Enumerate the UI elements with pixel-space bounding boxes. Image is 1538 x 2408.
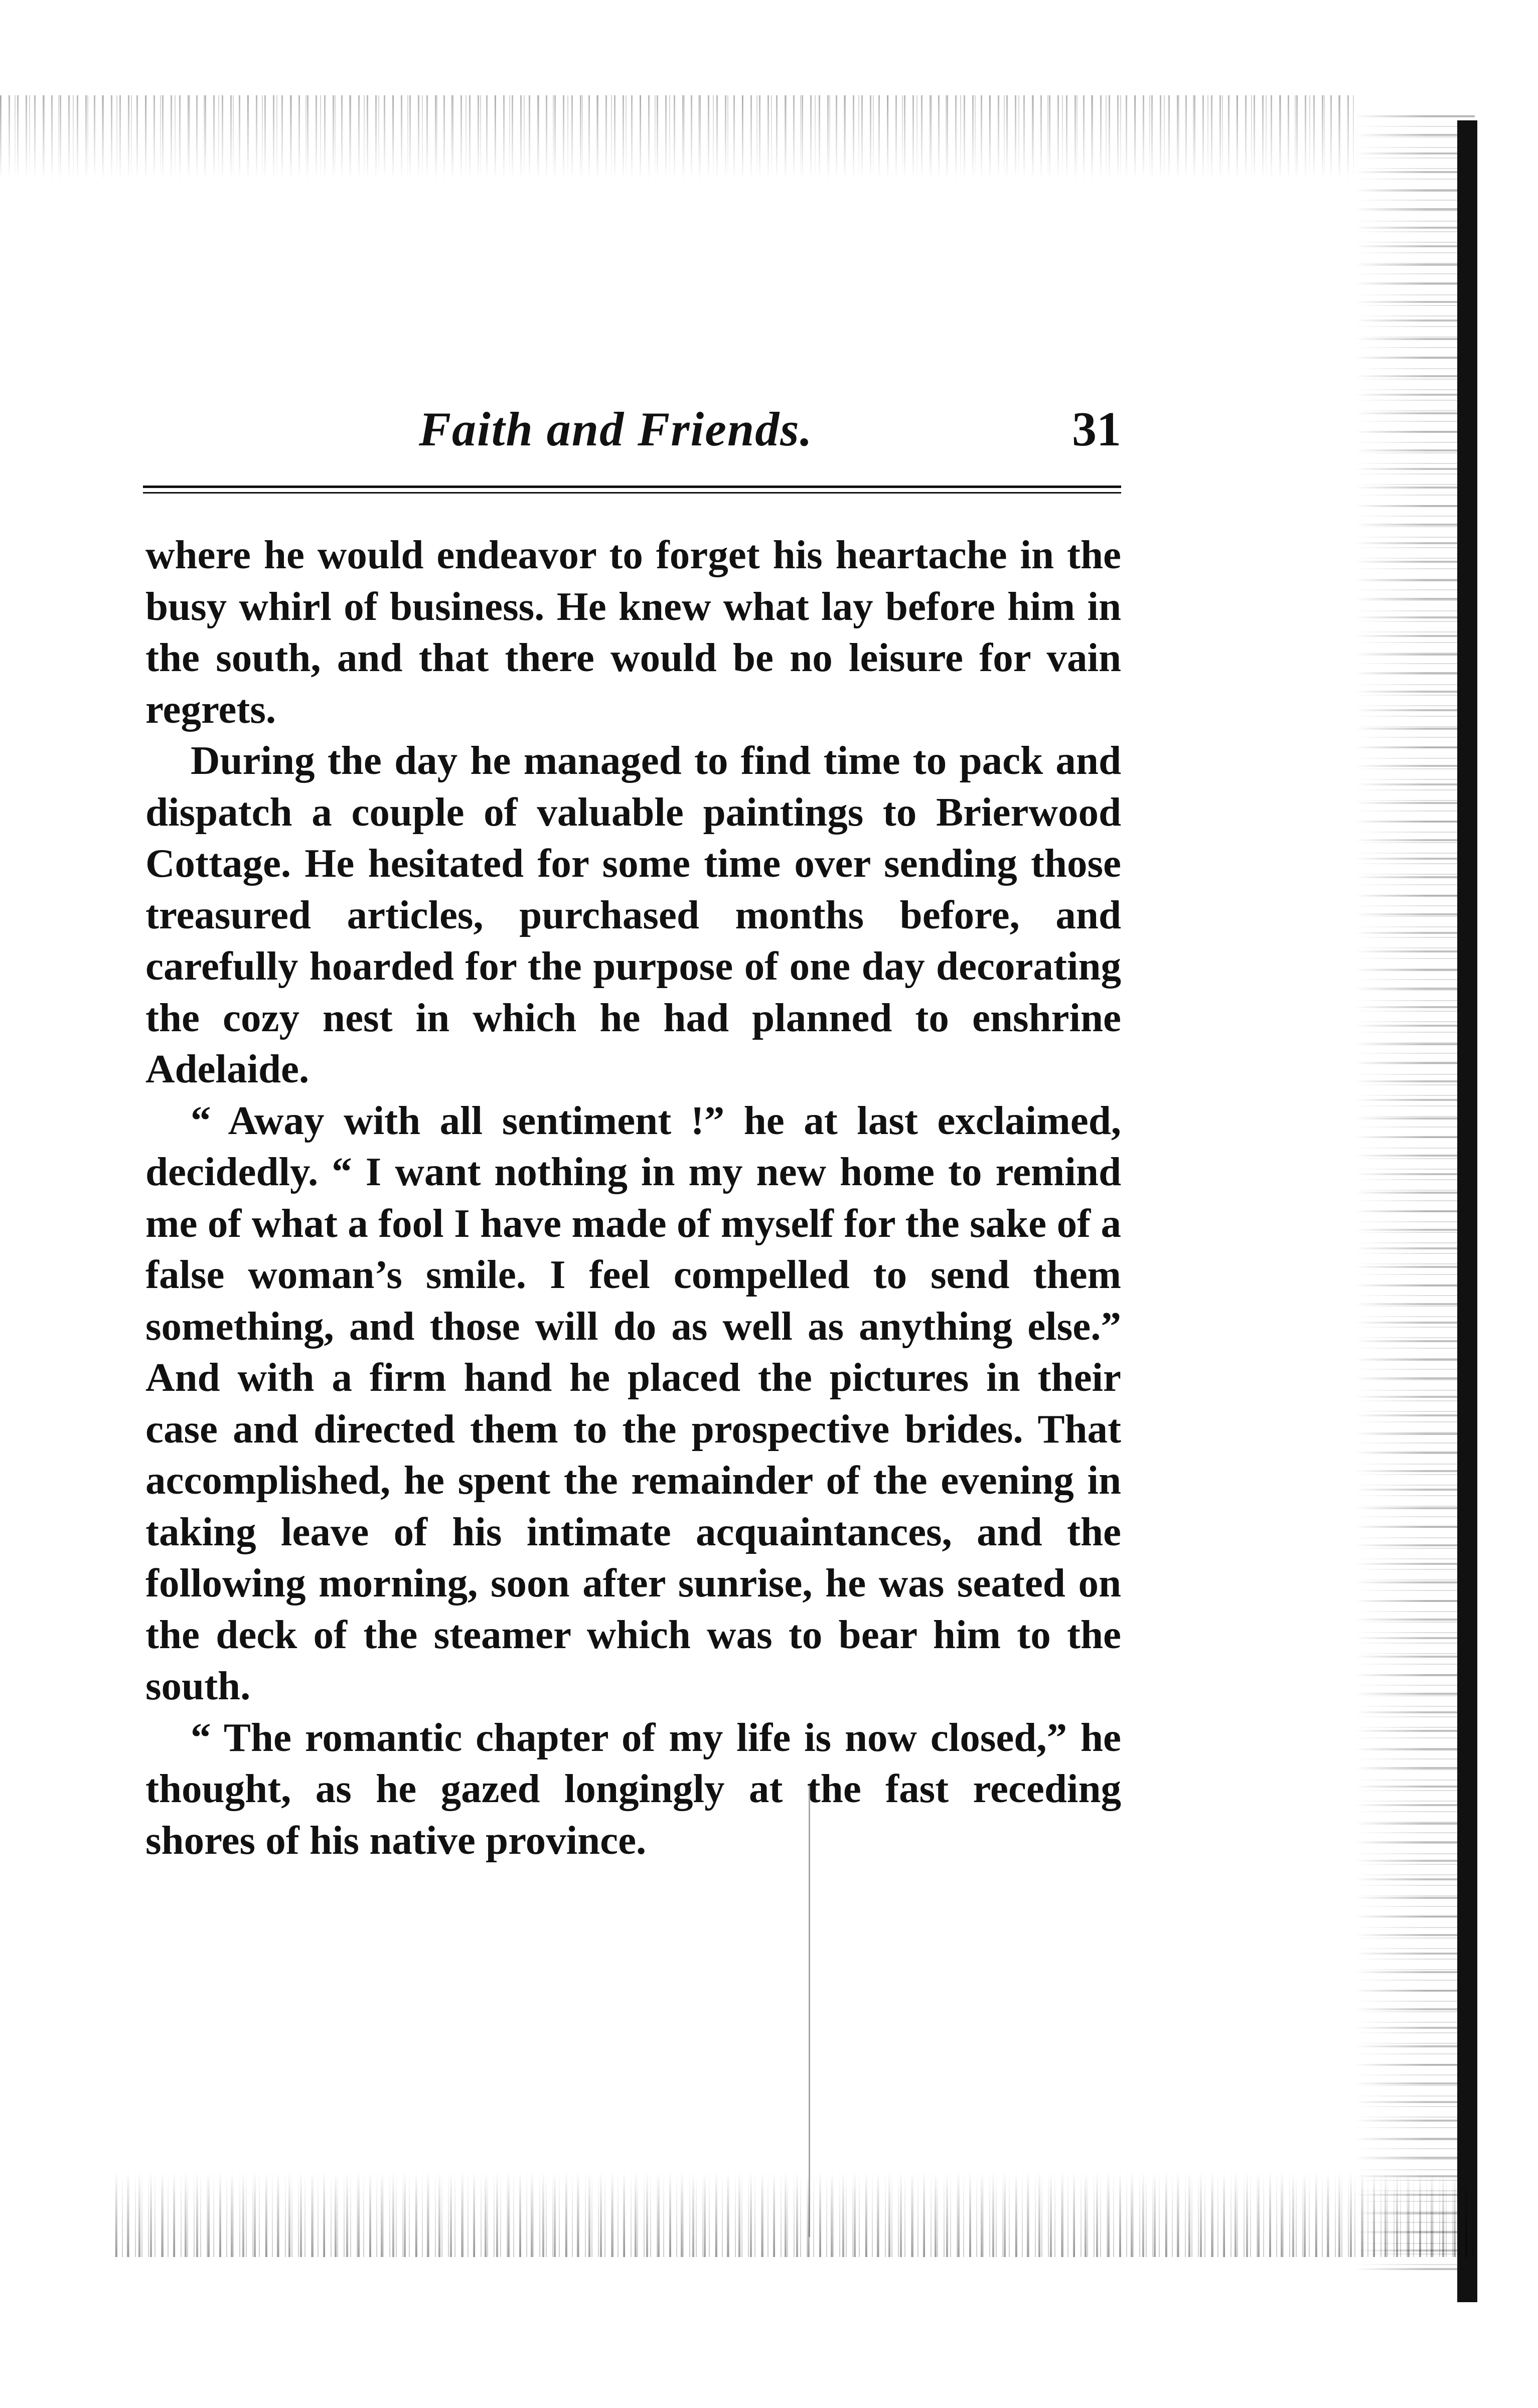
- running-header: [143, 401, 1121, 466]
- paragraph: “ Away with all sentiment !” he at last exclaimed, decidedly. “ I want nothing in my new home to remind me of what a fool I have made of myself for the sake of a false woman’s smile. I feel compelled to send them something, and those will do as well as anything else.” And with a firm hand he placed the pictures in their case and directed them to the prospective brides. That accomplished, he spent the remainder of the evening in taking leave of his intimate acquaintances, and the following morning, soon after sunrise, he was seated on the deck of the steamer which was to bear him to the south.: [145, 1097, 1121, 1708]
- paragraph: where he would endeavor to forget his heartache in the busy whirl of business. He knew what lay before him in the south, and that there would be no leisure for vain regrets.: [145, 532, 1121, 732]
- scan-edge-bar: [1457, 120, 1477, 2302]
- header-rule: [143, 486, 1121, 494]
- scan-artifact-top: [0, 95, 1354, 181]
- book-title: Faith and Friends.: [419, 402, 813, 456]
- page-body: [145, 529, 1121, 1866]
- scan-artifact-right: [1354, 115, 1475, 2272]
- page-number: 31: [1072, 402, 1121, 456]
- scan-artifact-bottom: [115, 2172, 1475, 2257]
- paragraph: During the day he managed to find time to pack and dispatch a couple of valuable paintings to Brierwood Cottage. He hesitated for some time over sending those treasured articles, purchased months before, and carefully hoarded for the purpose of one day decorating the cozy nest in which he had planned to enshrine Adelaide.: [145, 738, 1121, 1091]
- paragraph: “ The romantic chapter of my life is now closed,” he thought, as he gazed longingly at the fast receding shores of his native province.: [145, 1714, 1121, 1863]
